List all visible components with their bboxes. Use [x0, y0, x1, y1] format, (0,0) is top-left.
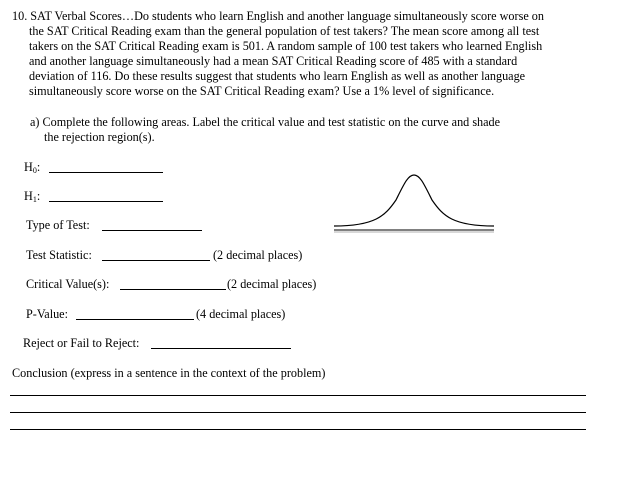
conclusion-label: Conclusion (express in a sentence in the context of the problem)	[12, 366, 326, 380]
conclusion-line-1[interactable]	[10, 395, 586, 396]
problem-number: 10.	[12, 9, 28, 23]
reject-blank[interactable]	[151, 348, 291, 349]
p-value-label: P-Value:	[26, 307, 68, 321]
h1-blank[interactable]	[49, 201, 163, 202]
h1-label: $H_1$:	[24, 189, 41, 204]
part-a-label: a)	[30, 115, 40, 129]
part-a-instructions	[30, 115, 500, 145]
normal-curve-diagram	[330, 170, 498, 240]
part-a-line-2: the rejection region(s).	[44, 130, 155, 144]
reject-label: Reject or Fail to Reject:	[23, 336, 140, 350]
problem-line-5: deviation of 116. Do these results suggest that students who learn English as well as another language	[29, 69, 526, 83]
problem-line-3: takers on the SAT Critical Reading exam is 501. A random sample of 100 test takers who learned English	[29, 39, 543, 53]
test-statistic-hint: (2 decimal places)	[213, 248, 303, 262]
test-statistic-label: Test Statistic:	[26, 248, 92, 262]
p-value-hint: (4 decimal places)	[196, 307, 286, 321]
type-of-test-label: Type of Test:	[26, 218, 90, 232]
critical-values-hint: (2 decimal places)	[227, 277, 317, 291]
critical-values-blank[interactable]	[120, 289, 226, 290]
problem-line-6: simultaneously score worse on the SAT Critical Reading exam? Use a 1% level of significance.	[29, 84, 495, 98]
problem-line-4: and another language simultaneously had a mean SAT Critical Reading score of 485 with a standard	[29, 54, 518, 68]
test-statistic-blank[interactable]	[102, 260, 210, 261]
conclusion-line-3[interactable]	[10, 429, 586, 430]
critical-values-label: Critical Value(s):	[26, 277, 110, 291]
h0-blank[interactable]	[49, 172, 163, 173]
normal-curve	[334, 175, 494, 226]
h0-label: $H_0$:	[24, 160, 41, 175]
problem-statement	[12, 9, 612, 99]
part-a-line-1: Complete the following areas. Label the critical value and test statistic on the curve and shade	[42, 115, 501, 129]
problem-line-2: the SAT Critical Reading exam than the general population of test takers? The mean score among all test	[29, 24, 540, 38]
problem-line-1: SAT Verbal Scores…Do students who learn English and another language simultaneously score worse on	[30, 9, 544, 23]
type-of-test-blank[interactable]	[102, 230, 202, 231]
conclusion-line-2[interactable]	[10, 412, 586, 413]
p-value-blank[interactable]	[76, 319, 194, 320]
